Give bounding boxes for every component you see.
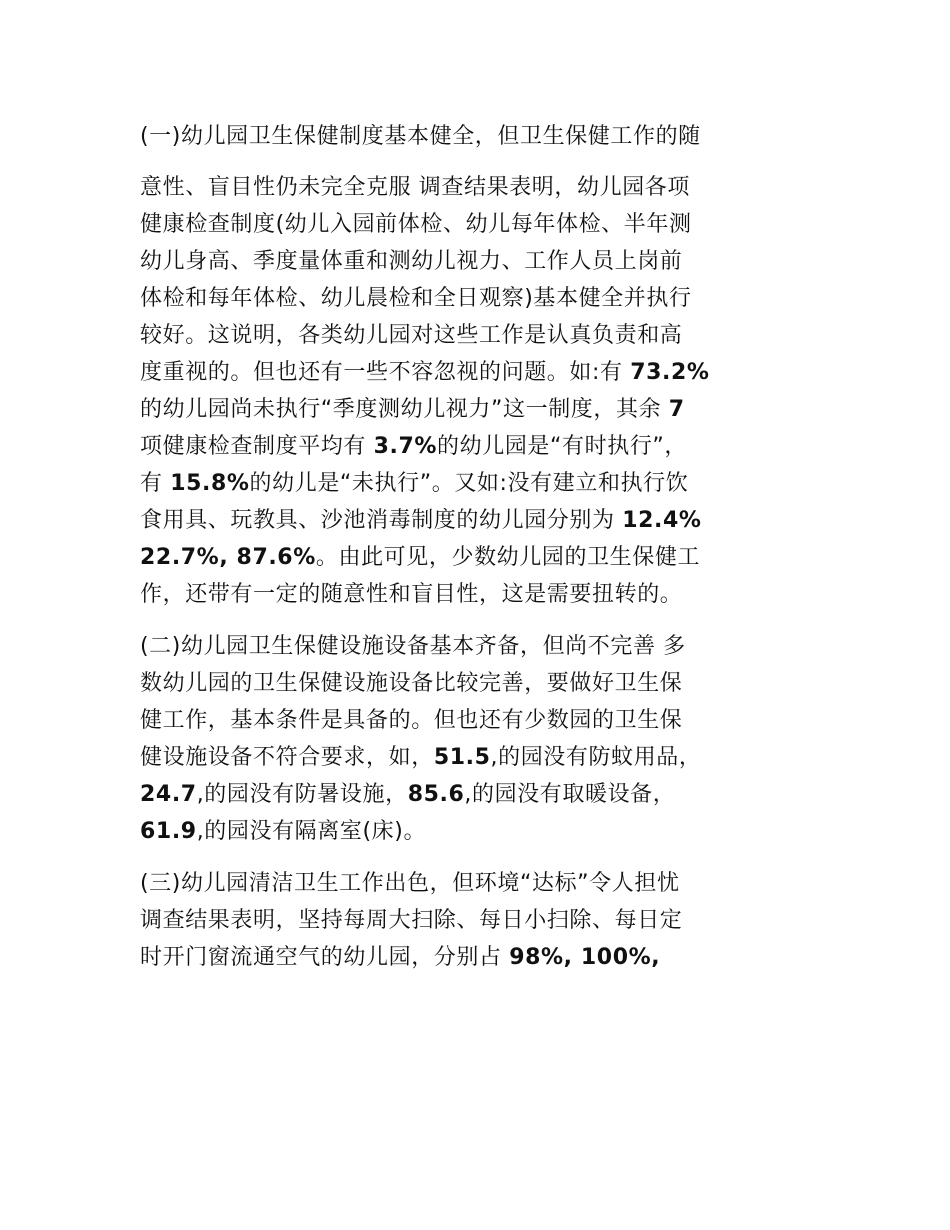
section-3 xyxy=(140,865,812,976)
section-1-line-1: 意性、盲目性仍未完全克服 调查结果表明，幼儿园各项 xyxy=(140,175,690,200)
text-run: 的幼儿是“未执行”。又如:没有建立和执行饮 xyxy=(249,471,689,496)
text-run: 。由此可见，少数幼儿园的卫生保健工 xyxy=(315,545,701,570)
text-run: 食用具、玩教具、沙池消毒制度的幼儿园分别为 xyxy=(140,508,623,533)
text-run: ,的园没有取暖设备， xyxy=(464,782,676,807)
percentage-value: 15.8% xyxy=(170,471,250,496)
count-value: 7 xyxy=(668,397,685,422)
section-3-line-2: 调查结果表明，坚持每周大扫除、每日小扫除、每日定 xyxy=(140,908,683,933)
section-3-line-3 xyxy=(140,939,812,976)
text-run: 有 xyxy=(140,471,171,496)
section-2-line-1: (二)幼儿园卫生保健设施设备基本齐备，但尚不完善 多 xyxy=(140,634,686,659)
section-2-line-6 xyxy=(140,813,812,850)
section-1-line-8 xyxy=(140,428,812,465)
section-1-line-9 xyxy=(140,465,812,502)
document-page xyxy=(140,118,812,976)
text-run: ,的园没有防蚊用品， xyxy=(490,745,702,770)
section-1-line-12: 作，还带有一定的随意性和盲目性，这是需要扭转的。 xyxy=(140,582,683,607)
section-1-line-10 xyxy=(140,502,812,539)
section-1-line-4: 体检和每年体检、幼儿晨检和全日观察)基本健全并执行 xyxy=(140,286,692,311)
section-1 xyxy=(140,118,812,613)
percentage-value: 73.2% xyxy=(630,360,710,385)
section-2-line-5 xyxy=(140,776,812,813)
percentage-value: 85.6 xyxy=(407,782,465,807)
percentage-value: 61.9 xyxy=(140,819,197,844)
section-1-line-6 xyxy=(140,354,812,391)
text-run: ,的园没有隔离室(床)。 xyxy=(196,819,427,844)
text-run: 健设施设备不符合要求，如， xyxy=(140,745,434,770)
percentage-values: 22.7%, 87.6% xyxy=(140,545,316,570)
section-1-line-2: 健康检查制度(幼儿入园前体检、幼儿每年体检、半年测 xyxy=(140,212,692,237)
percentage-values: 98%, 100%, xyxy=(509,945,661,970)
text-run: ,的园没有防暑设施， xyxy=(196,782,408,807)
text-run: 度重视的。但也还有一些不容忽视的问题。如:有 xyxy=(140,360,631,385)
section-1-line-7 xyxy=(140,391,812,428)
text-run: 时开门窗流通空气的幼儿园，分别占 xyxy=(140,945,510,970)
text-run: 项健康检查制度平均有 xyxy=(140,434,374,459)
section-2-line-4 xyxy=(140,739,812,776)
text-run: 的幼儿园是“有时执行”， xyxy=(437,434,688,459)
section-3-line-1: (三)幼儿园清洁卫生工作出色，但环境“达标”令人担忧 xyxy=(140,871,680,896)
section-1-line-11 xyxy=(140,539,812,576)
percentage-value: 3.7% xyxy=(373,434,438,459)
text-run: 的幼儿园尚未执行“季度测幼儿视力”这一制度，其余 xyxy=(140,397,669,422)
section-2 xyxy=(140,628,812,850)
section-1-heading: (一)幼儿园卫生保健制度基本健全，但卫生保健工作的随 xyxy=(140,124,701,149)
section-1-line-5: 较好。这说明，各类幼儿园对这些工作是认真负责和高 xyxy=(140,323,683,348)
section-2-line-2: 数幼儿园的卫生保健设施设备比较完善，要做好卫生保 xyxy=(140,671,683,696)
percentage-value: 24.7 xyxy=(140,782,197,807)
percentage-value: 12.4% xyxy=(622,508,702,533)
section-1-line-3: 幼儿身高、季度量体重和测幼儿视力、工作人员上岗前 xyxy=(140,249,683,274)
section-2-line-3: 健工作，基本条件是具备的。但也还有少数园的卫生保 xyxy=(140,708,683,733)
percentage-value: 51.5 xyxy=(433,745,491,770)
